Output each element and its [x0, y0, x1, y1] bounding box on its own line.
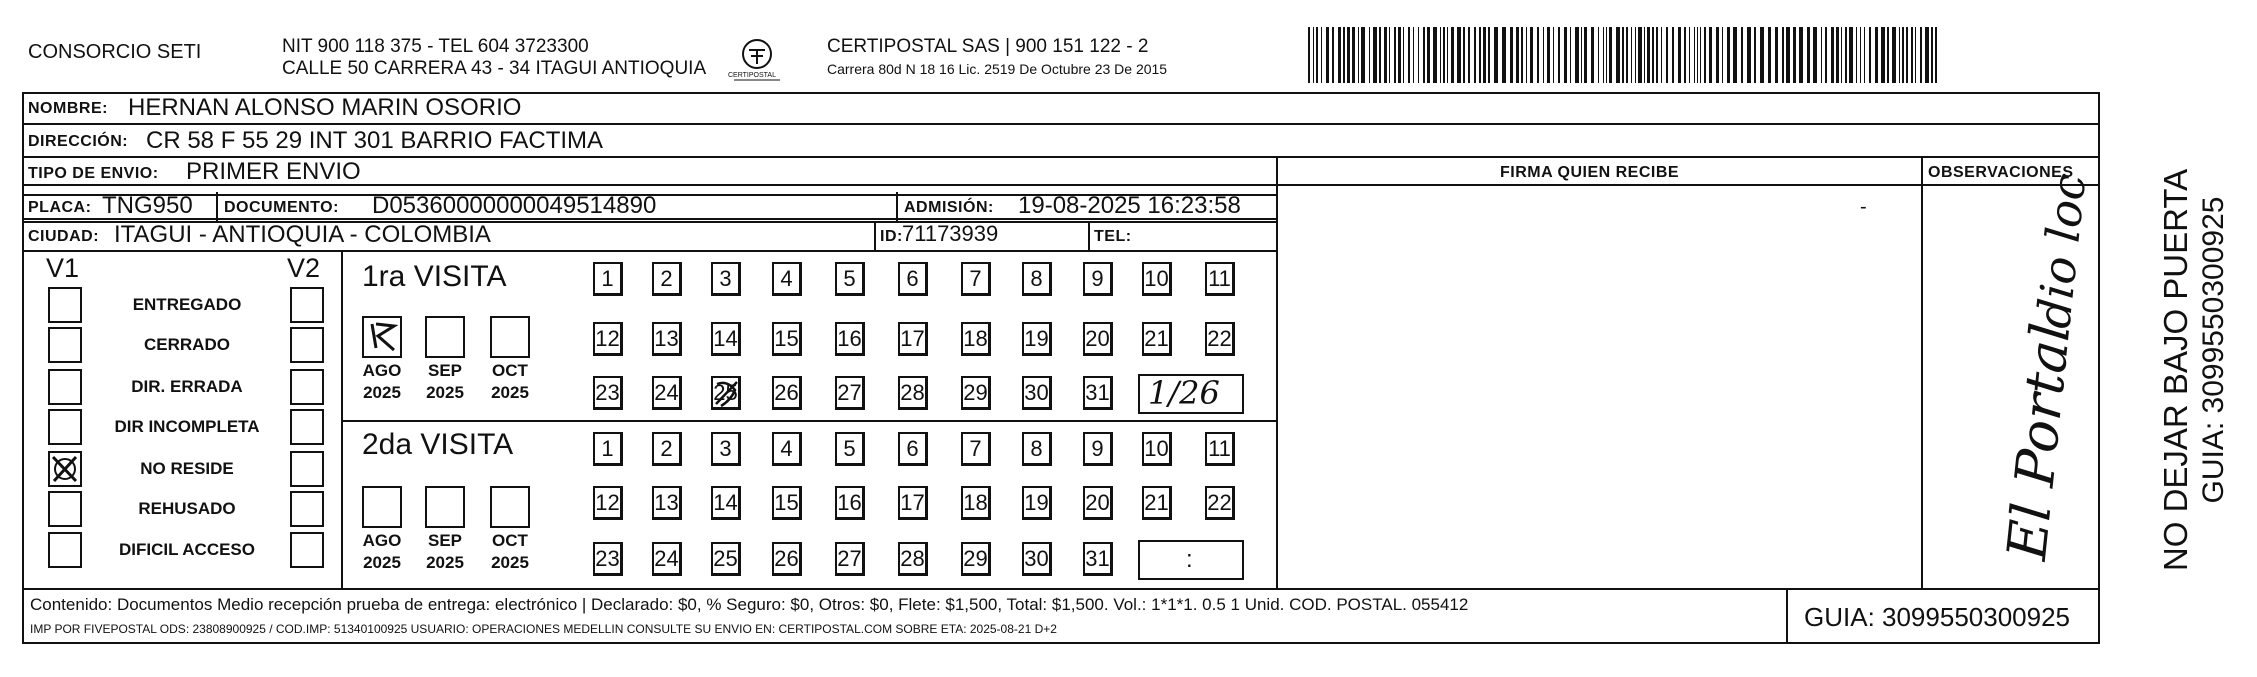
barcode-bar — [1925, 27, 1929, 83]
month-checkbox[interactable] — [362, 316, 402, 358]
month-label: AGO — [362, 361, 402, 380]
v1-checkbox[interactable] — [48, 327, 82, 363]
barcode-bar — [1799, 27, 1803, 83]
day-box[interactable]: 5 — [835, 432, 865, 466]
barcode-bar — [1831, 27, 1834, 83]
footer-content: Contenido: Documentos Medio recepción prueba de entrega: electrónico | Declarado: $0, % Seguro: $0, Otros: $0, Flete: $1,500, Total: $1,500. Vol.: 1*1*1. 0.5 1 Unid. COD. POSTAL. 055412 — [30, 595, 1469, 614]
barcode-bar — [1902, 27, 1904, 83]
id-value: 71173939 — [902, 221, 999, 246]
barcode-bar — [1321, 27, 1322, 83]
type-label: TIPO DE ENVIO: — [28, 165, 159, 182]
city-label: CIUDAD: — [28, 228, 100, 245]
v1-checkbox[interactable] — [48, 369, 82, 405]
barcode-bar — [1479, 27, 1481, 83]
day-box[interactable]: 21 — [1142, 486, 1172, 520]
day-box[interactable]: 19 — [1022, 486, 1052, 520]
barcode-bar — [1474, 27, 1476, 83]
month-label: SEP — [427, 531, 463, 550]
barcode-bar — [1892, 27, 1896, 83]
barcode-bar — [1760, 27, 1764, 83]
barcode-bar — [1398, 27, 1401, 83]
tel-label: TEL: — [1094, 228, 1132, 245]
barcode-bar — [1570, 27, 1571, 83]
year-label: 2025 — [363, 383, 401, 402]
day-box[interactable]: 12 — [593, 322, 623, 356]
day-box[interactable]: 19 — [1022, 322, 1052, 356]
barcode-bar — [1622, 27, 1624, 83]
day-box[interactable]: 11 — [1205, 432, 1235, 466]
day-box[interactable]: 21 — [1142, 322, 1172, 356]
barcode-bar — [1786, 27, 1790, 83]
day-box[interactable]: 15 — [772, 486, 802, 520]
barcode-bar — [1768, 27, 1771, 83]
day-box[interactable]: 29 — [961, 376, 991, 410]
recipient-name: HERNAN ALONSO MARIN OSORIO — [128, 94, 522, 121]
day-box[interactable]: 23 — [593, 376, 623, 410]
barcode-bar — [1347, 27, 1350, 83]
barcode-bar — [1313, 27, 1314, 83]
day-box[interactable]: 16 — [835, 322, 865, 356]
barcode-bar — [1394, 27, 1396, 83]
day-box[interactable]: 22 — [1205, 322, 1235, 356]
barcode-bar — [1716, 27, 1719, 83]
day-box[interactable]: 11 — [1205, 262, 1235, 296]
barcode-bar — [1564, 27, 1567, 83]
barcode-bar — [1558, 27, 1560, 83]
barcode-bar — [1906, 27, 1908, 83]
status-label: DIFICIL ACCESO — [118, 540, 255, 559]
barcode-bar — [1384, 27, 1387, 83]
v2-label: V2 — [287, 253, 321, 283]
day-box[interactable]: 29 — [961, 542, 991, 576]
day-box[interactable]: 26 — [772, 542, 802, 576]
barcode-bar — [1836, 27, 1839, 83]
day-box[interactable]: 30 — [1022, 542, 1052, 576]
barcode-bar — [1358, 27, 1359, 83]
day-box[interactable]: 13 — [652, 322, 682, 356]
barcode-bar — [1694, 27, 1695, 83]
day-box[interactable]: 12 — [593, 486, 623, 520]
day-box[interactable]: 3 — [711, 432, 741, 466]
barcode-bar — [1849, 27, 1853, 83]
day-box[interactable]: 25 — [711, 542, 741, 576]
barcode-bar — [1920, 27, 1922, 83]
barcode-bar — [1793, 27, 1796, 83]
month-checkbox[interactable] — [490, 486, 530, 528]
v1-checkbox[interactable] — [48, 491, 82, 527]
barcode-bar — [1516, 27, 1519, 83]
day-box[interactable]: 9 — [1083, 432, 1113, 466]
status-label: CERRADO — [144, 335, 230, 354]
v2-checkbox[interactable] — [290, 491, 324, 527]
day-box[interactable]: 6 — [898, 432, 928, 466]
barcode-bar — [1733, 27, 1737, 83]
month-checkbox[interactable] — [425, 316, 465, 358]
barcode-bar — [1447, 27, 1448, 83]
handwriting-line-1: El Portal — [1995, 320, 2083, 563]
day-box[interactable]: 15 — [772, 322, 802, 356]
plate-value: TNG950 — [102, 192, 193, 219]
month-checkbox[interactable] — [425, 486, 465, 528]
barcode-bar — [1656, 27, 1658, 83]
barcode-bar — [1881, 27, 1885, 83]
barcode-bar — [1338, 27, 1341, 83]
day-box[interactable]: 17 — [898, 486, 928, 520]
document-value: D05360000000049514890 — [372, 192, 657, 219]
barcode-bar — [1308, 27, 1310, 83]
admission-label: ADMISIÓN: — [904, 199, 994, 216]
day-box[interactable]: 8 — [1022, 262, 1052, 296]
barcode-bar — [1427, 27, 1430, 83]
barcode-bar — [1704, 27, 1706, 83]
barcode-bar — [1510, 27, 1513, 83]
footer-guia: GUIA: 3099550300925 — [1804, 602, 2070, 632]
v1-checkbox[interactable] — [48, 287, 82, 323]
barcode-bar — [1875, 27, 1878, 83]
status-label: DIR INCOMPLETA — [114, 417, 260, 436]
barcode-bar — [1408, 27, 1410, 83]
signature-header: FIRMA QUIEN RECIBE — [1500, 164, 1680, 181]
day-box[interactable]: 10 — [1142, 432, 1172, 466]
barcode-bar — [1526, 27, 1527, 83]
barcode-bar — [1638, 27, 1642, 83]
barcode-bar — [1521, 27, 1523, 83]
barcode-bar — [1581, 27, 1582, 83]
day-mark — [713, 378, 741, 416]
side-guia: GUIA: 3099550300925 — [2197, 196, 2230, 504]
v1-checkbox[interactable] — [48, 532, 82, 568]
v1-label: V1 — [46, 253, 80, 283]
day-box[interactable]: 1 — [593, 262, 623, 296]
day-box[interactable]: 16 — [835, 486, 865, 520]
barcode-bar — [1502, 27, 1506, 83]
day-box[interactable]: 28 — [898, 376, 928, 410]
day-box[interactable]: 20 — [1083, 322, 1113, 356]
day-box[interactable]: 5 — [835, 262, 865, 296]
v2-checkbox[interactable] — [290, 287, 324, 323]
certipostal-logo — [728, 32, 782, 88]
day-box[interactable]: 2 — [652, 432, 682, 466]
barcode-bar — [1821, 27, 1822, 83]
status-label: DIR. ERRADA — [131, 377, 243, 396]
barcode-bar — [1697, 27, 1698, 83]
barcode — [1308, 27, 1940, 83]
barcode-bar — [1666, 27, 1668, 83]
barcode-bar — [1443, 27, 1445, 83]
shipment-type: PRIMER ENVIO — [186, 158, 361, 185]
barcode-bar — [1635, 27, 1636, 83]
time-box-first[interactable] — [1138, 374, 1244, 414]
logo-text: CERTIPOSTAL — [728, 72, 776, 79]
day-box[interactable]: 26 — [772, 376, 802, 410]
barcode-bar — [1543, 27, 1544, 83]
barcode-bar — [1678, 27, 1681, 83]
footer-imp: IMP POR FIVEPOSTAL ODS: 23808900925 / COD.IMP: 51340100925 USUARIO: OPERACIONES MEDELLIN CONSULTE SU ENVIO EN: CERTIPOSTAL.COM SOBRE ETA: 2025-08-21 D+2 — [30, 622, 1057, 636]
day-box[interactable]: 20 — [1083, 486, 1113, 520]
barcode-bar — [1935, 27, 1937, 83]
barcode-bar — [1661, 27, 1662, 83]
barcode-bar — [1468, 27, 1470, 83]
barcode-bar — [1598, 27, 1599, 83]
company-name: CONSORCIO SETI — [28, 41, 202, 63]
day-box[interactable]: 22 — [1205, 486, 1235, 520]
day-box[interactable]: 4 — [772, 432, 802, 466]
barcode-bar — [1389, 27, 1390, 83]
day-box[interactable]: 30 — [1022, 376, 1052, 410]
nit-line: NIT 900 118 375 - TEL 604 3723300 — [282, 36, 589, 57]
day-box[interactable]: 17 — [898, 322, 928, 356]
year-label: 2025 — [426, 553, 464, 572]
barcode-bar — [1433, 27, 1437, 83]
day-box[interactable]: 23 — [593, 542, 623, 576]
barcode-bar — [1530, 27, 1533, 83]
barcode-bar — [1652, 27, 1654, 83]
day-box[interactable]: 24 — [652, 542, 682, 576]
name-label: NOMBRE: — [28, 100, 108, 117]
year-label: 2025 — [491, 553, 529, 572]
month-checkbox[interactable] — [490, 316, 530, 358]
status-label: ENTREGADO — [132, 295, 242, 314]
barcode-bar — [1911, 27, 1913, 83]
day-box[interactable]: 31 — [1083, 376, 1113, 410]
address-label: DIRECCIÓN: — [28, 133, 129, 150]
day-box[interactable]: 4 — [772, 262, 802, 296]
second-visit-title: 2da VISITA — [362, 428, 514, 461]
barcode-bar — [1547, 27, 1550, 83]
barcode-bar — [1343, 27, 1345, 83]
v2-checkbox[interactable] — [290, 409, 324, 445]
barcode-bar — [1606, 27, 1607, 83]
barcode-bar — [1609, 27, 1612, 83]
barcode-bar — [1591, 27, 1594, 83]
barcode-bar — [1931, 27, 1933, 83]
barcode-bar — [1807, 27, 1810, 83]
day-box[interactable]: 7 — [961, 432, 991, 466]
status-label: REHUSADO — [138, 499, 236, 518]
day-box[interactable]: 13 — [652, 486, 682, 520]
barcode-bar — [1644, 27, 1645, 83]
barcode-bar — [1494, 27, 1498, 83]
day-box[interactable]: 3 — [711, 262, 741, 296]
day-box[interactable]: 9 — [1083, 262, 1113, 296]
barcode-bar — [1684, 27, 1686, 83]
day-box[interactable]: 10 — [1142, 262, 1172, 296]
admission-value: 19-08-2025 16:23:58 — [1018, 192, 1241, 219]
barcode-bar — [1584, 27, 1587, 83]
carrier-line: CERTIPOSTAL SAS | 900 151 122 - 2 — [827, 36, 1149, 57]
barcode-bar — [1488, 27, 1490, 83]
day-box[interactable]: 27 — [835, 376, 865, 410]
signature-mark: - — [1860, 196, 1867, 218]
day-box[interactable]: 2 — [652, 262, 682, 296]
barcode-bar — [1672, 27, 1674, 83]
barcode-bar — [1616, 27, 1620, 83]
barcode-bar — [1841, 27, 1842, 83]
side-warning: NO DEJAR BAJO PUERTA — [2157, 168, 2194, 572]
year-label: 2025 — [363, 553, 401, 572]
barcode-bar — [1413, 27, 1414, 83]
barcode-bar — [1899, 27, 1900, 83]
barcode-bar — [1483, 27, 1486, 83]
status-label: NO RESIDE — [140, 459, 234, 478]
day-box[interactable]: 18 — [961, 322, 991, 356]
barcode-bar — [1631, 27, 1632, 83]
barcode-bar — [1418, 27, 1419, 83]
plate-label: PLACA: — [28, 199, 92, 216]
barcode-bar — [1782, 27, 1784, 83]
day-box[interactable]: 7 — [961, 262, 991, 296]
month-label: SEP — [427, 361, 463, 380]
day-box[interactable]: 18 — [961, 486, 991, 520]
barcode-bar — [1775, 27, 1778, 83]
observations-header: OBSERVACIONES — [1928, 164, 2074, 181]
barcode-bar — [1722, 27, 1723, 83]
month-label: OCT — [492, 361, 528, 380]
day-box[interactable]: 24 — [652, 376, 682, 410]
day-box[interactable]: 27 — [835, 542, 865, 576]
barcode-bar — [1845, 27, 1847, 83]
barcode-bar — [1864, 27, 1865, 83]
barcode-bar — [1813, 27, 1817, 83]
day-box[interactable]: 14 — [711, 322, 741, 356]
month-label: OCT — [492, 531, 528, 550]
barcode-bar — [1825, 27, 1827, 83]
time-second-value: : — [1186, 546, 1193, 573]
day-box[interactable]: 28 — [898, 542, 928, 576]
day-box[interactable]: 31 — [1083, 542, 1113, 576]
barcode-bar — [1856, 27, 1857, 83]
v2-checkbox[interactable] — [290, 369, 324, 405]
document-label: DOCUMENTO: — [224, 199, 339, 216]
city-value: ITAGUI - ANTIOQUIA - COLOMBIA — [114, 221, 491, 248]
barcode-bar — [1373, 27, 1377, 83]
v1-checkbox[interactable] — [48, 409, 82, 445]
barcode-bar — [1457, 27, 1461, 83]
day-box[interactable]: 25 — [711, 376, 741, 410]
barcode-bar — [1915, 27, 1916, 83]
barcode-bar — [1361, 27, 1365, 83]
barcode-bar — [1709, 27, 1712, 83]
day-box[interactable]: 6 — [898, 262, 928, 296]
barcode-bar — [1423, 27, 1425, 83]
year-label: 2025 — [426, 383, 464, 402]
time-first-handwritten: 1/26 — [1148, 374, 1220, 412]
recipient-address: CR 58 F 55 29 INT 301 BARRIO FACTIMA — [146, 127, 604, 154]
barcode-bar — [1553, 27, 1554, 83]
v1-checkbox[interactable] — [48, 451, 82, 487]
day-box[interactable]: 14 — [711, 486, 741, 520]
handwriting-line-2: dio loc — [2026, 171, 2097, 331]
day-box[interactable]: 1 — [593, 432, 623, 466]
barcode-bar — [1700, 27, 1701, 83]
barcode-bar — [1747, 27, 1751, 83]
barcode-bar — [1369, 27, 1370, 83]
barcode-bar — [1379, 27, 1381, 83]
v2-checkbox[interactable] — [290, 532, 324, 568]
barcode-bar — [1403, 27, 1404, 83]
v2-checkbox[interactable] — [290, 451, 324, 487]
barcode-bar — [1741, 27, 1743, 83]
day-box[interactable]: 8 — [1022, 432, 1052, 466]
month-checkbox[interactable] — [362, 486, 402, 528]
barcode-bar — [1647, 27, 1650, 83]
id-label: ID: — [880, 228, 903, 245]
barcode-bar — [1451, 27, 1454, 83]
observations-handwriting — [1960, 171, 2097, 580]
barcode-bar — [1463, 27, 1465, 83]
barcode-bar — [1626, 27, 1628, 83]
barcode-bar — [1603, 27, 1604, 83]
license-line: Carrera 80d N 18 16 Lic. 2519 De Octubre 23 De 2015 — [827, 61, 1168, 77]
barcode-bar — [1860, 27, 1861, 83]
barcode-bar — [1352, 27, 1355, 83]
first-visit-title: 1ra VISITA — [362, 260, 507, 293]
year-label: 2025 — [491, 383, 529, 402]
time-box-second[interactable] — [1138, 540, 1244, 580]
barcode-bar — [1887, 27, 1889, 83]
month-label: AGO — [362, 531, 402, 550]
barcode-bar — [1440, 27, 1441, 83]
address-line: CALLE 50 CARRERA 43 - 34 ITAGUI ANTIOQUIA — [282, 58, 707, 79]
barcode-bar — [1754, 27, 1756, 83]
barcode-bar — [1575, 27, 1579, 83]
barcode-bar — [1326, 27, 1329, 83]
barcode-bar — [1316, 27, 1318, 83]
barcode-bar — [1537, 27, 1539, 83]
barcode-bar — [1869, 27, 1871, 83]
v2-checkbox[interactable] — [290, 327, 324, 363]
barcode-bar — [1332, 27, 1334, 83]
barcode-bar — [1727, 27, 1730, 83]
barcode-bar — [1689, 27, 1690, 83]
